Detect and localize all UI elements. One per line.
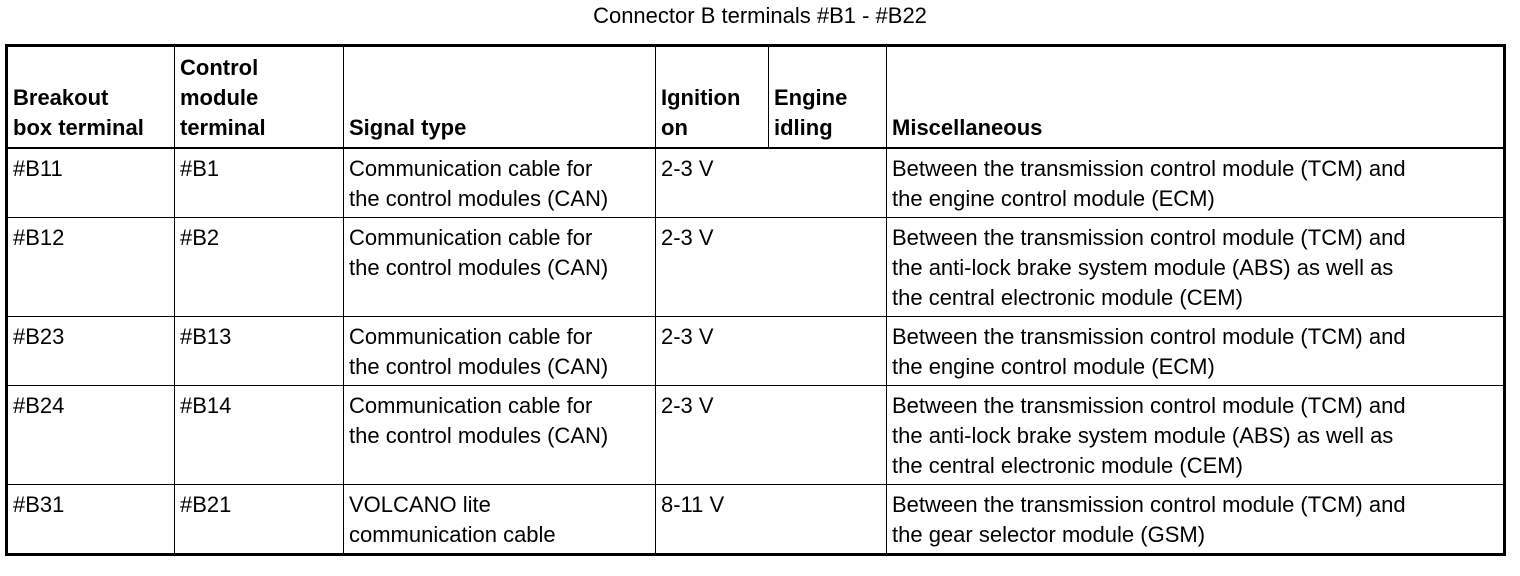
cell-miscellaneous: Between the transmission control module (TCM) and the engine control module (ECM) bbox=[887, 317, 1505, 386]
table-row bbox=[7, 386, 1505, 485]
cell-engine-idling bbox=[769, 218, 887, 317]
cell-miscellaneous: Between the transmission control module (TCM) and the engine control module (ECM) bbox=[887, 148, 1505, 218]
document-title: Connector B terminals #B1 - #B22 bbox=[593, 3, 927, 28]
cell-breakout-terminal: #B24 bbox=[7, 386, 175, 485]
table-header-row bbox=[7, 46, 1505, 149]
connector-terminals-table bbox=[5, 44, 1506, 556]
cell-signal-type: Communication cable for the control modules (CAN) bbox=[344, 218, 656, 317]
cell-miscellaneous: Between the transmission control module (TCM) and the anti-lock brake system module (ABS) as well as the central electronic module (CEM) bbox=[887, 218, 1505, 317]
header-signal-type: Signal type bbox=[344, 46, 656, 149]
cell-signal-type: Communication cable for the control modules (CAN) bbox=[344, 317, 656, 386]
cell-control-terminal: #B14 bbox=[175, 386, 344, 485]
header-miscellaneous: Miscellaneous bbox=[887, 46, 1505, 149]
header-control-module-terminal: Control module terminal bbox=[175, 46, 344, 149]
cell-engine-idling bbox=[769, 317, 887, 386]
header-engine-idling: Engine idling bbox=[769, 46, 887, 149]
cell-engine-idling bbox=[769, 386, 887, 485]
cell-control-terminal: #B2 bbox=[175, 218, 344, 317]
cell-control-terminal: #B1 bbox=[175, 148, 344, 218]
cell-control-terminal: #B21 bbox=[175, 485, 344, 555]
cell-breakout-terminal: #B23 bbox=[7, 317, 175, 386]
cell-signal-type: VOLCANO lite communication cable bbox=[344, 485, 656, 555]
cell-control-terminal: #B13 bbox=[175, 317, 344, 386]
table-row bbox=[7, 148, 1505, 218]
cell-breakout-terminal: #B31 bbox=[7, 485, 175, 555]
cell-engine-idling bbox=[769, 485, 887, 555]
cell-ignition-on: 2-3 V bbox=[656, 148, 769, 218]
table-row bbox=[7, 485, 1505, 555]
cell-ignition-on: 2-3 V bbox=[656, 317, 769, 386]
header-breakout-box-terminal: Breakout box terminal bbox=[7, 46, 175, 149]
cell-ignition-on: 2-3 V bbox=[656, 218, 769, 317]
table-row bbox=[7, 317, 1505, 386]
cell-miscellaneous: Between the transmission control module (TCM) and the gear selector module (GSM) bbox=[887, 485, 1505, 555]
cell-ignition-on: 2-3 V bbox=[656, 386, 769, 485]
cell-signal-type: Communication cable for the control modules (CAN) bbox=[344, 148, 656, 218]
header-ignition-on: Ignition on bbox=[656, 46, 769, 149]
cell-engine-idling bbox=[769, 148, 887, 218]
table-row bbox=[7, 218, 1505, 317]
cell-ignition-on: 8-11 V bbox=[656, 485, 769, 555]
cell-breakout-terminal: #B12 bbox=[7, 218, 175, 317]
cell-breakout-terminal: #B11 bbox=[7, 148, 175, 218]
cell-signal-type: Communication cable for the control modules (CAN) bbox=[344, 386, 656, 485]
cell-miscellaneous: Between the transmission control module (TCM) and the anti-lock brake system module (ABS) as well as the central electronic module (CEM) bbox=[887, 386, 1505, 485]
